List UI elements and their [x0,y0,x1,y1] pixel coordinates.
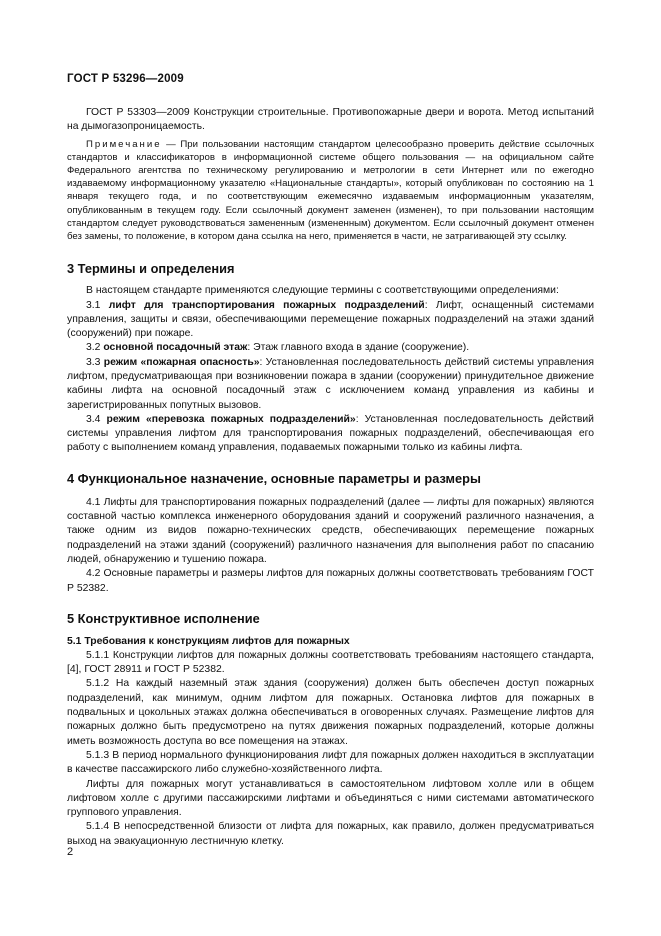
clause-5-1-1: 5.1.1 Конструкции лифтов для пожарных должны соответствовать требованиям настоящего стандарта, [4], ГОСТ 28911 и ГОСТ Р 52382. [67,649,594,676]
section-3-heading: 3 Термины и определения [67,261,235,277]
term-3-4 [67,413,594,456]
term-number: 3.4 [86,413,107,425]
term-definition: : Установленная последовательность действий системы управления лифтом для транспортирования пожарных подразделений, обеспечивающая его работу с выполнением команд управления, подаваемых пожарными только из кабины лифта. [67,413,594,454]
term-number: 3.3 [86,356,104,368]
term-name: основной посадочный этаж [103,342,248,354]
term-number: 3.1 [86,299,109,311]
term-name: лифт для транспортирования пожарных подразделений [108,299,425,311]
document-header: ГОСТ Р 53296—2009 [67,73,184,85]
subsection-5-1-heading: 5.1 Требования к конструкциям лифтов для пожарных [67,635,350,647]
term-name: режим «пожарная опасность» [103,356,260,368]
term-number: 3.2 [86,342,104,354]
clause-5-1-3: 5.1.3 В период нормального функционирования лифт для пожарных должен находиться в эксплуатации в качестве пассажирского либо служебно-хозяйственного лифта. [67,749,594,776]
section-4-heading: 4 Функциональное назначение, основные параметры и размеры [67,470,481,486]
section-5-heading: 5 Конструктивное исполнение [67,610,260,626]
page-number: 2 [67,846,74,858]
term-3-3 [67,356,594,413]
reference-entry: ГОСТ Р 53303—2009 Конструкции строительные. Противопожарные двери и ворота. Метод испытаний на дымогазопроницаемость. [67,107,594,133]
clause-4-1: 4.1 Лифты для транспортирования пожарных подразделений (далее — лифты для пожарных) являются составной частью комплекса инженерного оборудования зданий и сооружений различного назначения, а также одним из видов пожарно-технических средств, обеспечивающих перемещение пожарных подразделений на этажи зданий (сооружений) различного назначения для выполнения работ по спасанию людей, обнаружению и тушению пожара. [67,496,594,565]
page-content [67,106,594,849]
term-definition: : Этаж главного входа в здание (сооружение). [247,342,470,354]
term-name: режим «перевозка пожарных подразделений» [106,413,356,425]
term-3-1 [67,299,594,342]
clause-5-1-2: 5.1.2 На каждый наземный этаж здания (сооружения) должен быть обеспечен доступ пожарных подразделений, как минимум, одним лифтом для пожарных. Остановка лифтов для пожарных в подвальных и цокольных этажах должна обеспечиваться в оговоренных случаях. Размещение лифтов для пожарных должно быть предусмотрено на путях движения пожарных подразделений, которые должны иметь возможность доступа во все помещения на этажах. [67,678,594,747]
section-3-intro: В настоящем стандарте применяются следующие термины с соответствующими определениями: [86,285,559,297]
clause-5-1-3-continued: Лифты для пожарных могут устанавливаться в самостоятельном лифтовом холле или в общем лифтовом холле с другими пассажирскими лифтами и объединяться с ними системами автоматического группового управления. [67,778,594,819]
note-paragraph [67,138,594,244]
term-definition: : Установленная последовательность действий системы управления лифтом, предусматривающая при возникновении пожара в здании (сооружении) принудительное движение кабины лифта на основной посадочный этаж с исключением команд управления из кабины и зарегистрированных попутных вызовов. [67,356,594,411]
term-3-2 [67,341,594,355]
term-definition: : Лифт, оснащенный системами управления, защиты и связи, обеспечивающими перемещение пожарных подразделений на этажи зданий (сооружений) при пожаре. [67,299,594,340]
note-text: — При пользовании настоящим стандартом целесообразно проверить действие ссылочных стандартов и классификаторов в информационной системе общего пользования — на официальном сайте Федерального агентства по техническому регулированию и метрологии в сети Интернет или по ежегодно издаваемому информационному указателю «Национальные стандарты», который опубликован по состоянию на 1 января текущего года, и по соответствующим ежемесячно издаваемым информационным указателям, опубликованным в текущем году. Если ссылочный документ заменен (изменен), то при пользовании настоящим стандартом следует руководствоваться замененным (измененным) документом. Если ссылочный документ отменен без замены, то положение, в котором дана ссылка на него, применяется в части, не затрагивающей эту ссылку. [67,138,594,243]
clause-4-2: 4.2 Основные параметры и размеры лифтов для пожарных должны соответствовать требованиям ГОСТ Р 52382. [67,568,594,594]
clause-5-1-4: 5.1.4 В непосредственной близости от лифта для пожарных, как правило, должен предусматриваться выход на эвакуационную лестничную клетку. [67,821,594,847]
note-label: Примечание [86,138,162,150]
